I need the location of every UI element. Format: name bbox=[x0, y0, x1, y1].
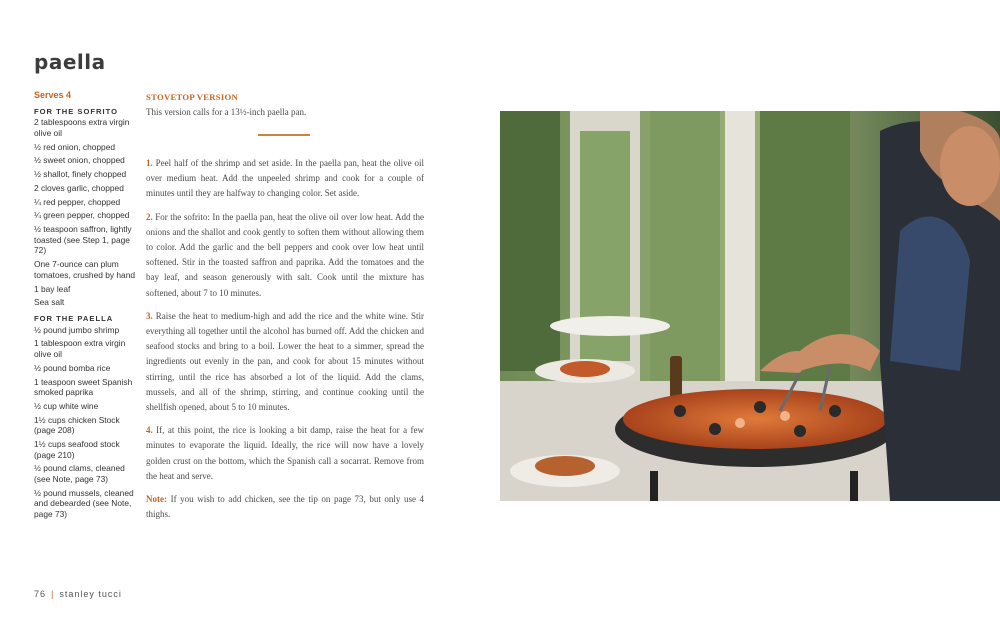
step-number: 1. bbox=[146, 157, 153, 168]
ingredient-item: 1½ cups seafood stock (page 210) bbox=[34, 439, 120, 460]
ingredient-item: ½ shallot, finely chopped bbox=[34, 169, 127, 180]
ingredient-item: ½ teaspoon saffron, lightly toasted (see Step 1, page 72) bbox=[34, 224, 132, 256]
serves-label: Serves 4 bbox=[34, 90, 72, 100]
step-text: If, at this point, the rice is looking a bit damp, raise the heat for a few minutes to evaporate the liquid. Ideally, the rice will now have a lovely golden crust on the bottom, which the Spanish call a socarrat. Remove from the heat and serve. bbox=[146, 425, 424, 481]
method-step bbox=[146, 156, 424, 202]
method-step bbox=[146, 210, 424, 301]
footer-author: stanley tucci bbox=[59, 589, 122, 599]
note bbox=[146, 492, 424, 522]
note-text: If you wish to add chicken, see the tip on page 73, but only use 4 thighs. bbox=[146, 493, 425, 520]
step-text: For the sofrito: In the paella pan, heat the olive oil over low heat. Add the onions and the shallot and cook gently to soften them without allowing them to color. Add the garlic and the bell peppers and cook over low heat until softened. Stir in the toasted saffron and paprika. Add the tomatoes and the bay leaf, and season generously with salt. Cook until the mixture has softened, about 7 to 10 minutes. bbox=[146, 211, 425, 298]
ingredient-item: 2 cloves garlic, chopped bbox=[34, 182, 124, 193]
paella-photo bbox=[500, 111, 1000, 501]
ingredient-item: ½ pound clams, cleaned (see Note, page 73) bbox=[34, 463, 125, 484]
ingredient-item: ½ red onion, chopped bbox=[34, 141, 116, 152]
step-number: 4. bbox=[146, 425, 153, 436]
ingredient-item: Sea salt bbox=[34, 297, 65, 308]
ingredient-item: ¼ green pepper, chopped bbox=[34, 210, 130, 221]
footer-separator: | bbox=[51, 589, 55, 599]
paella-list bbox=[34, 325, 138, 520]
page-number: 76 bbox=[34, 589, 47, 599]
ingredient-item: ½ sweet onion, chopped bbox=[34, 155, 125, 166]
method-step bbox=[146, 423, 424, 484]
step-text: Raise the heat to medium-high and add the rice and the white wine. Stir everything all together until the alcohol has burned off. Add the chicken and seafood stocks and bring to a boil. Lower the heat to a simmer, spread the ingredients out evenly in the pan, and cook for about 15 minutes without stirring, until the rice has absorbed a lot of the liquid. Add the clams, mussels, and all of the shrimp, stirring, and continue cooking until the shellfish opened, about 5 to 10 minutes. bbox=[146, 310, 424, 412]
ingredient-item: ½ pound mussels, cleaned and debearded (see Note, page 73) bbox=[34, 487, 134, 519]
method-step bbox=[146, 309, 424, 415]
step-text: Peel half of the shrimp and set aside. In the paella pan, heat the olive oil over medium heat. Add the unpeeled shrimp and cook for a couple of minutes until they are halfway to changing color. Set aside. bbox=[146, 157, 425, 199]
step-number: 3. bbox=[146, 310, 153, 321]
sofrito-list bbox=[34, 117, 138, 308]
step-number: 2. bbox=[146, 211, 153, 222]
ingredient-item: ½ cup white wine bbox=[34, 400, 99, 411]
note-label: Note: bbox=[146, 493, 167, 504]
method-heading: STOVETOP VERSION bbox=[146, 92, 238, 102]
ingredient-item: ½ pound jumbo shrimp bbox=[34, 324, 120, 335]
page-title: paella bbox=[34, 50, 106, 74]
ingredient-item: 2 tablespoons extra virgin olive oil bbox=[34, 117, 130, 138]
ingredient-item: 1½ cups chicken Stock (page 208) bbox=[34, 414, 120, 436]
steps-list bbox=[146, 156, 424, 484]
sofrito-heading: FOR THE SOFRITO bbox=[34, 106, 119, 116]
method-column bbox=[146, 90, 424, 530]
ingredient-item: ½ pound bomba rice bbox=[34, 362, 111, 373]
section-divider bbox=[258, 134, 310, 136]
method-intro: This version calls for a 13½-inch paella pan. bbox=[146, 107, 307, 118]
ingredient-item: ¼ red pepper, chopped bbox=[34, 196, 121, 207]
page-footer bbox=[34, 589, 122, 599]
ingredient-item: 1 bay leaf bbox=[34, 283, 71, 294]
ingredients-column bbox=[34, 90, 138, 523]
paella-heading: FOR THE PAELLA bbox=[34, 313, 114, 323]
ingredient-item: 1 teaspoon sweet Spanish smoked paprika bbox=[34, 376, 133, 398]
ingredient-item: 1 tablespoon extra virgin olive oil bbox=[34, 338, 126, 359]
ingredient-item: One 7-ounce can plum tomatoes, crushed by hand bbox=[34, 259, 136, 280]
